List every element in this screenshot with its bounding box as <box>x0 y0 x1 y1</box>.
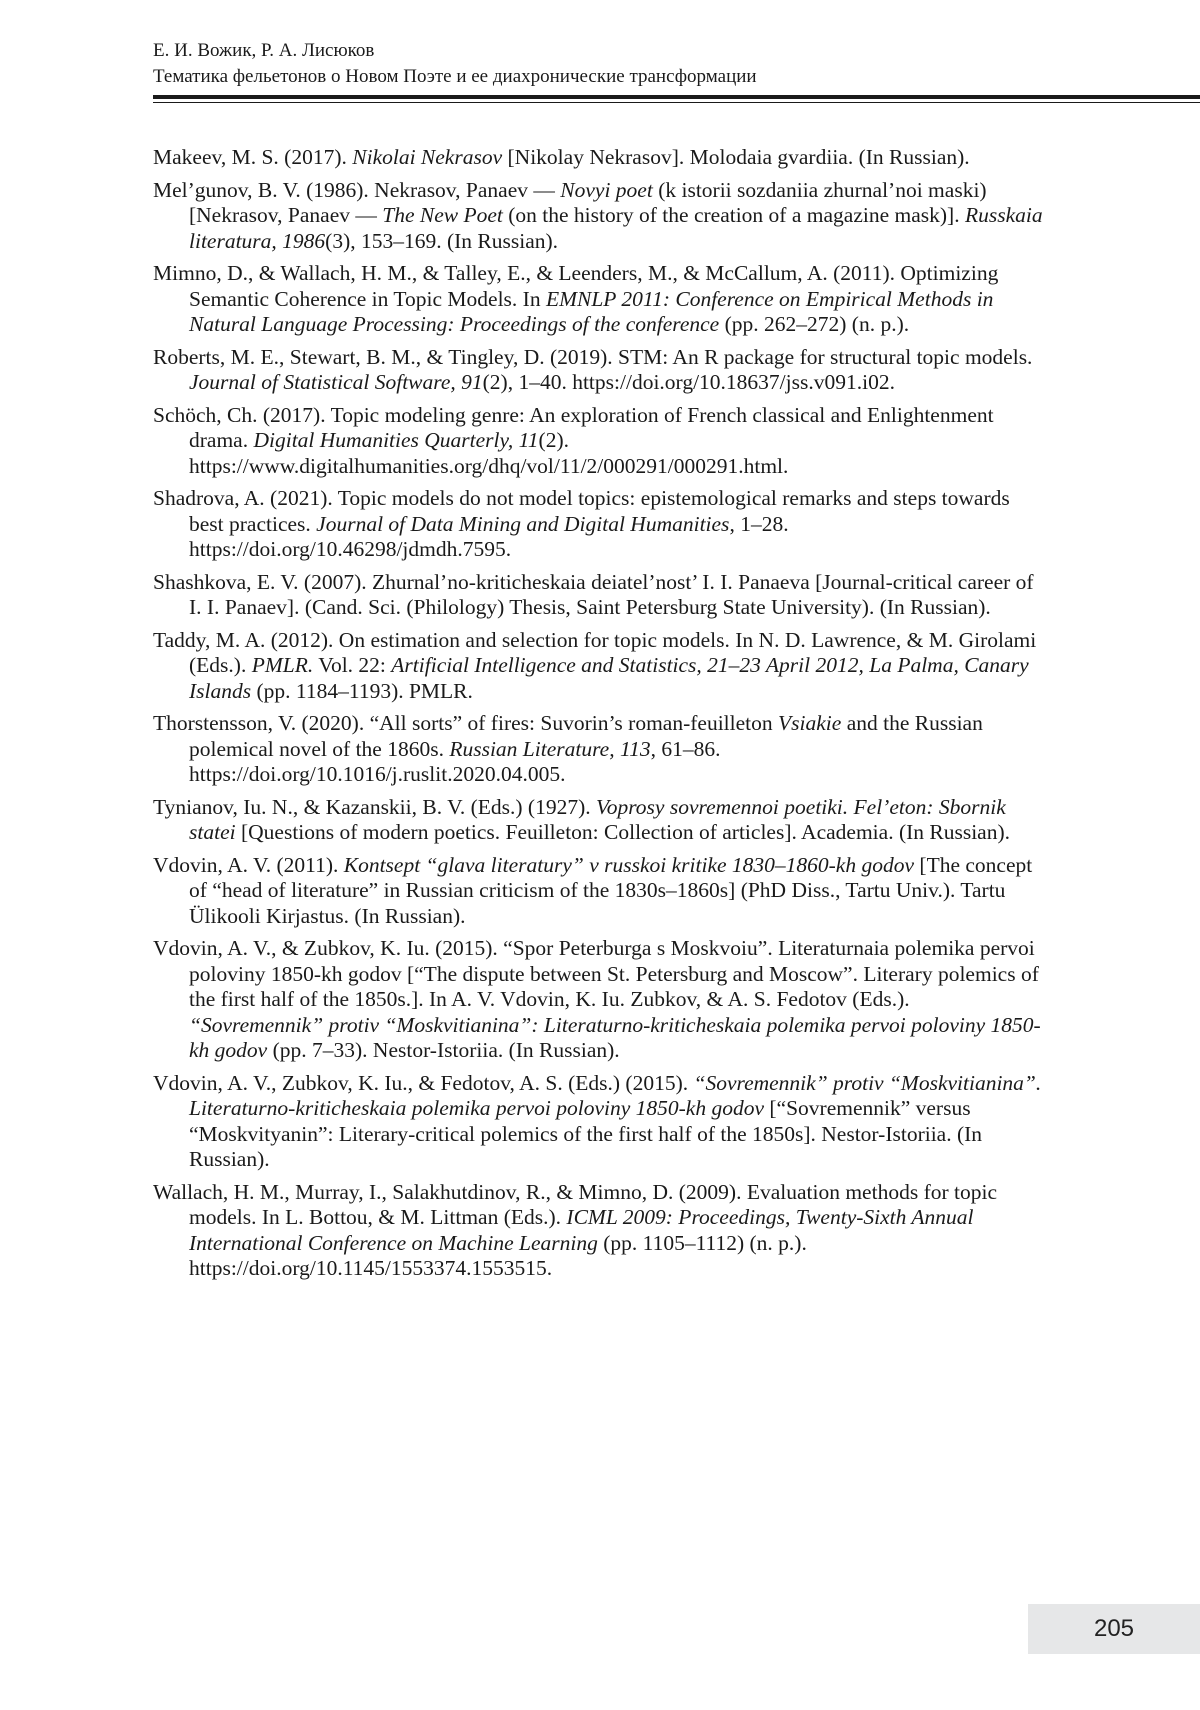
reference-text: Shashkova, E. V. (2007). Zhurnal’no-kriticheskaia deiatel’nost’ I. I. Panaeva [Journal-critical career of I. I. Panaev]. (Cand. Sci. (Philology) Thesis, Saint Petersburg State University). (In Russian). <box>153 570 1034 620</box>
reference-title-italic: Journal of Data Mining and Digital Humanities <box>316 512 729 536</box>
reference-list <box>153 145 1048 1289</box>
reference-text: Roberts, M. E., Stewart, B. M., & Tingley, D. (2019). STM: An R package for structural topic models. <box>153 345 1032 369</box>
reference-entry <box>153 345 1048 396</box>
reference-text: (2), 1–40. https://doi.org/10.18637/jss.v091.i02. <box>483 370 895 394</box>
reference-text: (3), 153–169. (In Russian). <box>325 229 558 253</box>
reference-entry <box>153 486 1048 563</box>
reference-title-italic: Russkaia literatura, 1986 <box>189 203 1043 253</box>
reference-text: [Questions of modern poetics. Feuilleton: Collection of articles]. Academia. (In Russian). <box>236 820 1010 844</box>
reference-title-italic: PMLR. <box>252 653 314 677</box>
header-authors: Е. И. Вожик, Р. А. Лисюков <box>153 38 1200 64</box>
reference-entry <box>153 1071 1048 1173</box>
reference-text: [Nikolay Nekrasov]. Molodaia gvardiia. (In Russian). <box>502 145 970 169</box>
reference-title-italic: ICML 2009: Proceedings, Twenty-Sixth Annual International Conference on Machine Learning <box>189 1205 973 1255</box>
reference-entry <box>153 403 1048 480</box>
reference-text: Thorstensson, V. (2020). “All sorts” of fires: Suvorin’s roman-feuilleton <box>153 711 778 735</box>
reference-text: , 1–28. https://doi.org/10.46298/jdmdh.7595. <box>189 512 789 562</box>
reference-text: (2). https://www.digitalhumanities.org/dhq/vol/11/2/000291/000291.html. <box>189 428 788 478</box>
reference-title-italic: Artificial Intelligence and Statistics, 21–23 April 2012, La Palma, Canary Islands <box>189 653 1029 703</box>
reference-title-italic: “Sovremennik” protiv “Moskvitianina”. Literaturno-kriticheskaia polemika pervoi poloviny 1850-kh godov <box>189 1071 1041 1121</box>
reference-entry <box>153 178 1048 255</box>
reference-text: , 61–86. https://doi.org/10.1016/j.ruslit.2020.04.005. <box>189 737 721 787</box>
reference-entry <box>153 795 1048 846</box>
reference-text: Vdovin, A. V., & Zubkov, K. Iu. (2015). “Spor Peterburga s Moskvoiu”. Literaturnaia polemika pervoi poloviny 1850-kh godov [“The dispute between St. Petersburg and Moscow”. Literary polemics of the first half of the 1850s.]. In A. V. Vdovin, K. Iu. Zubkov, & A. S. Fedotov (Eds.). <box>153 936 1039 1011</box>
reference-title-italic: Vsiakie <box>778 711 841 735</box>
reference-title-italic: EMNLP 2011: Conference on Empirical Methods in Natural Language Processing: Proceedings of the conference <box>189 287 993 337</box>
reference-text: Tynianov, Iu. N., & Kazanskii, B. V. (Eds.) (1927). <box>153 795 596 819</box>
reference-title-italic: Russian Literature, 113 <box>449 737 650 761</box>
header-title: Тематика фельетонов о Новом Поэте и ее диахронические трансформации <box>153 64 1200 90</box>
reference-entry <box>153 936 1048 1064</box>
reference-text: Mel’gunov, B. V. (1986). Nekrasov, Panaev — <box>153 178 560 202</box>
reference-text: and the Russian polemical novel of the 1860s. <box>189 711 983 761</box>
reference-text: (pp. 7–33). Nestor-Istoriia. (In Russian). <box>267 1038 619 1062</box>
reference-text: (pp. 1184–1193). PMLR. <box>251 679 473 703</box>
reference-text: (pp. 262–272) (n. p.). <box>719 312 909 336</box>
reference-title-italic: Novyi poet <box>560 178 653 202</box>
reference-text: [“Sovremennik” versus “Moskvityanin”: Literary-critical polemics of the first half of the 1850s]. Nestor-Istoriia. (In Russian). <box>189 1096 982 1171</box>
reference-entry <box>153 1180 1048 1282</box>
reference-text: Schöch, Ch. (2017). Topic modeling genre: An exploration of French classical and Enlightenment drama. <box>153 403 994 453</box>
reference-text: Wallach, H. M., Murray, I., Salakhutdinov, R., & Mimno, D. (2009). Evaluation methods for topic models. In L. Bottou, & M. Littman (Eds.). <box>153 1180 997 1230</box>
reference-title-italic: Journal of Statistical Software, 91 <box>189 370 483 394</box>
header-rule-thin <box>153 102 1200 103</box>
reference-text: Vdovin, A. V., Zubkov, K. Iu., & Fedotov, A. S. (Eds.) (2015). <box>153 1071 694 1095</box>
reference-title-italic: Kontsept “glava literatury” v russkoi kritike 1830–1860-kh godov <box>344 853 914 877</box>
reference-text: (on the history of the creation of a magazine mask)]. <box>503 203 965 227</box>
reference-text: Makeev, M. S. (2017). <box>153 145 352 169</box>
reference-entry <box>153 261 1048 338</box>
page-number: 205 <box>1028 1604 1200 1654</box>
reference-text: Mimno, D., & Wallach, H. M., & Talley, E., & Leenders, M., & McCallum, A. (2011). Optimizing Semantic Coherence in Topic Models. In <box>153 261 998 311</box>
reference-text: Vdovin, A. V. (2011). <box>153 853 344 877</box>
reference-text: (pp. 1105–1112) (n. p.). https://doi.org/10.1145/1553374.1553515. <box>189 1231 807 1281</box>
reference-text: Taddy, M. A. (2012). On estimation and selection for topic models. In N. D. Lawrence, & M. Girolami (Eds.). <box>153 628 1036 678</box>
reference-text: [The concept of “head of literature” in Russian criticism of the 1830s–1860s] (PhD Diss., Tartu Univ.). Tartu Ülikooli Kirjastus. (In Russian). <box>189 853 1032 928</box>
reference-title-italic: Digital Humanities Quarterly, 11 <box>253 428 538 452</box>
reference-title-italic: Voprosy sovremennoi poetiki. Fel’eton: Sbornik statei <box>189 795 1006 845</box>
reference-entry <box>153 853 1048 930</box>
reference-title-italic: Nikolai Nekrasov <box>352 145 502 169</box>
header-rule-thick <box>153 95 1200 99</box>
running-header <box>153 38 1200 90</box>
reference-text: Shadrova, A. (2021). Topic models do not model topics: epistemological remarks and steps towards best practices. <box>153 486 1010 536</box>
reference-text: (k istorii sozdaniia zhurnal’noi maski) [Nekrasov, Panaev — <box>189 178 987 228</box>
reference-entry <box>153 711 1048 788</box>
reference-entry <box>153 145 1048 171</box>
reference-title-italic: The New Poet <box>382 203 503 227</box>
reference-title-italic: “Sovremennik” protiv “Moskvitianina”: Literaturno-kriticheskaia polemika pervoi poloviny 1850-kh godov <box>189 1013 1041 1063</box>
reference-text: Vol. 22: <box>313 653 391 677</box>
reference-entry <box>153 570 1048 621</box>
reference-entry <box>153 628 1048 705</box>
